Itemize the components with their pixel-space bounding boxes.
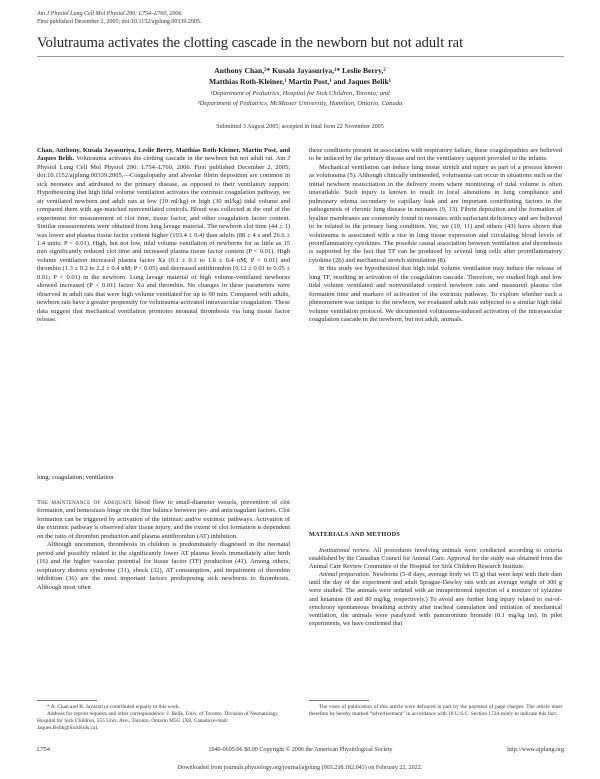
keywords: lung; coagulation; ventilation bbox=[37, 474, 114, 481]
institutional-review-text: All procedures involving animals were conducted according to criteria established by the Canadian Council for Animal Care. Approval for the study was obtained from the Animal Care Review Committee of the Hospital for Sick Children Research Institute. bbox=[309, 547, 562, 571]
animal-preparation-heading: Animal preparation. bbox=[319, 571, 371, 579]
author-footnotes bbox=[37, 704, 290, 732]
authors-line-1: Anthony Chan,²* Kusala Jayasuriya,¹* Leslie Berry,² bbox=[214, 66, 386, 75]
abstract bbox=[37, 147, 290, 325]
affiliations bbox=[0, 89, 600, 108]
equal-contribution-note: * A. Chan and K. Jayasuriya contributed equally to this work. bbox=[47, 704, 181, 710]
footnote-divider-left bbox=[37, 700, 97, 701]
affiliation-2: ²Department of Pediatrics, McMaster University, Hamilton, Ontario, Canada bbox=[197, 99, 403, 107]
abstract-text: Volutrauma activates the clotting cascade in the newborn but not adult rat. Am J Physiol Lung Cell Mol Physiol 290: L754–L760, 2006. First published December 2, 2005; doi:10.1152/ajplung.00339.2005.—Coagulopathy and alveolar fibrin deposition are common in sick neonates and attributed to the primary disease, as opposed to their ventilatory support. Hypothesizing that high tidal volume ventilation activates the extrinsic coagulation pathway, we air ventilated newborn and adult rats at low (10 ml/kg) or high (30 ml/kg) tidal volume and compared them with age-matched nonventilated controls. Blood was collected at the end of the experiment for measurement of clot time, tissue factor, and other coagulation factor content. Similar measurements were obtained from lung lavage material. The newborn clot time (44 ± 1) was lower and plasma tissue factor content higher (103.4 ± 0.4) than adults (88 ± 4 s and 26.6 ± 1.4 units; P < 0.01). High, but not low, tidal volume ventilation of newborns for as little as 15 min significantly reduced clot time and increased plasma tissue factor content (P < 0.01). High volume ventilation increased plasma factor Xa (0.1 ± 0.1 to 1.6 ± 0.4 nM; P < 0.01) and thrombin (1.3 ± 0.2 to 2.2 ± 0.4 nM; P < 0.05) and decreased antithrombin (0.12 ± 0.01 to 0.05 ± 0.01; P < 0.01) in the newborn. Lung lavage material of high volume-ventilated newborns showed increased (P < 0.01) factor Xa and thrombin. No changes in these parameters were observed in adult rats that were high volume ventilated for up to 90 min. Compared with adults, newborn rats have a greater propensity for volutrauma-activated intravascular coagulation. These data suggest that mechanical ventilation promotes neonatal thrombosis via lung tissue factor release. bbox=[37, 155, 290, 324]
journal-citation: Am J Physiol Lung Cell Mol Physiol 290: L754–L760, 2006. bbox=[37, 11, 183, 17]
animal-preparation-text: Newborns (5–8 days, average body wt 15 g) that were kept with their dam until the day of the experiment and adult Sprague-Dawley rats with an average weight of 300 g were studied. The animals were sedated with an intraperitoneal injection of a mixture of xylazine and ketamine (8 and 80 mg/kg, respectively.) To avoid any further lung injury related to out-of-synchrony spontaneous breathing activity after tracheal cannulation and initiation of mechanical ventilation, the animals were paralyzed with pancuronium bromide (0.1 mg/kg im). In pilot experiments, we have confirmed that bbox=[309, 571, 562, 627]
intro-paragraph-3: these conditions present in association with respiratory failure, these coagulopathies are believed to be induced by the primary disease and not the ventilatory support provided to the infants. bbox=[309, 147, 562, 163]
publication-info: First published December 2, 2005; doi:10.1152/ajplung.00339.2005. bbox=[37, 19, 202, 25]
introduction-right-column bbox=[309, 147, 562, 325]
intro-paragraph-2: Although uncommon, thrombosis in children is predominately diagnosed in the neonatal period and possibly related to the significantly lower AT plasma levels immediately after birth (16) and the higher vascular potential for tissue factor (TF) production (41). Among others, respiratory distress syndrome (31), shock (32), AT consumption, and impairment of thrombin inhibition (36) are the most important factors predisposing sick newborns to thrombosis. Although most often bbox=[37, 541, 290, 591]
publication-cost-text: The costs of publication of this article were defrayed in part by the payment of page charges. The article must therefore be hereby marked “advertisement” in accordance with 18 U.S.C. Section 1734 solely to indicate this fact. bbox=[309, 704, 562, 717]
intro-paragraph-4: Mechanical ventilation can induce lung tissue stretch and injury as part of a process known as volutrauma (5). Although clinically unintended, volutrauma can occur in situations such as the initial newborn resuscitation in the delivery room where monitoring of tidal volume is often unavailable. Such injury is known to result in local alterations in lung compliance and pulmonary edema secondary to capillary leak and are important contributing factors in the pathogenesis of chronic lung disease in neonates (9, 13). Fibrin deposition and the formation of hyaline membranes are commonly found in neonates with surfactant deficiency and are believed to be related to the primary lung condition. Yet, we (10, 11) and others (43) have shown that volutrauma is associated with a rise in lung tissue expression and circulating blood levels of proinflammatory cytokines. The possible causal association between ventilation and thrombosis is supported by the fact that TF can be produced by several lung cells after proinflammatory cytokine (26) and mechanical stretch stimulation (8). bbox=[309, 163, 562, 264]
methods-heading: MATERIALS AND METHODS bbox=[309, 531, 401, 538]
intro-lead-in: The maintenance of adequate bbox=[37, 499, 132, 506]
title-divider bbox=[37, 56, 564, 57]
correspondence-note: Address for reprint requests and other correspondence: J. Belik, Univ. of Toronto, Division of Neonatology, Hospital for Sick Children, 555 Univ. Ave., Toronto, Ontario M5G 1X8, Canada (e-mail: Jaques.Belik@SickKids.ca). bbox=[37, 711, 279, 731]
article-title: Volutrauma activates the clotting cascade in the newborn but not adult rat bbox=[37, 35, 464, 51]
authors-line-2: Matthias Roth-Kleiner,¹ Martin Post,¹ and Jaques Belik¹ bbox=[208, 76, 392, 86]
footnote-divider-right bbox=[309, 700, 369, 701]
journal-header bbox=[37, 10, 567, 26]
publication-cost-note bbox=[309, 704, 562, 718]
submission-dates: Submitted 3 August 2005; accepted in final form 22 November 2005 bbox=[216, 124, 384, 130]
journal-url-link[interactable]: http://www.ajplung.org bbox=[507, 747, 564, 753]
intro-paragraph-5: In this study we hypothesized that high tidal volume ventilation may induce the release of lung TF, resulting in activation of the coagulation cascade. Therefore, we studied high and low tidal volume ventilated and nonventilated control newborn rats and measured plasma clot formation time and markers of activation of the extrinsic pathway. To explore whether such a phenomenon was unique to the newborn, we evaluated adult rats subjected to a similar high tidal volume ventilation protocol. We documented volutrauma-induced activation of the intravascular coagulation cascade in the newborn, but not adult, animals. bbox=[309, 265, 562, 324]
copyright-line: 1040-0605/06 $8.00 Copyright © 2006 the American Physiological Society bbox=[208, 747, 393, 753]
institutional-review-heading: Institutional review. bbox=[319, 547, 371, 554]
intro-paragraph-1: blood flow to small-diameter vessels, prevention of clot formation, and hemostasis hinge on the fine balance between pro- and anticoagulant factors. Clot formation can be triggered by activation of the intrinsic and/or extrinsic pathways. Activation of the extrinsic pathway is observed after tissue injury, and the extent of clot formation is dependent on the ratio of thrombin production and plasma antithrombin (AT) inhibition. bbox=[37, 499, 291, 540]
affiliation-1: ¹Department of Pediatrics, Hospital for Sick Children, Toronto; and bbox=[210, 90, 390, 97]
author-list bbox=[0, 66, 600, 87]
page-number: L754 bbox=[37, 747, 50, 753]
introduction-left-column bbox=[37, 499, 290, 592]
abstract-citation-lead: Chan, Anthony, Kusala Jayasuriya, Leslie Berry, Matthias Roth-Kleiner, Martin Post, and Jaques Belik. bbox=[37, 147, 290, 163]
methods-section bbox=[309, 547, 562, 628]
download-notice: Downloaded from journals.physiology.org/journal/ajplung (003.238.182.043) on February 22, 2022. bbox=[177, 765, 423, 771]
